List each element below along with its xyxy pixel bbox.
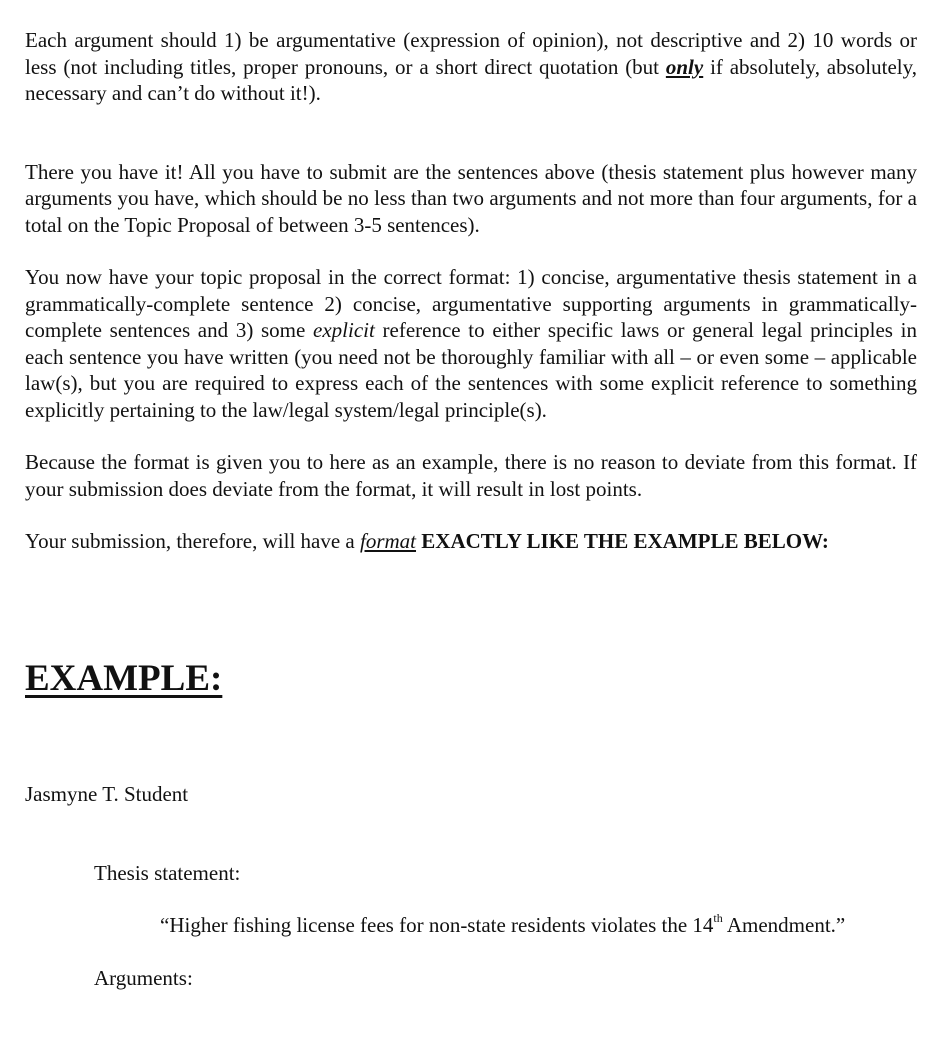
paragraph-submission-summary: There you have it! All you have to submit are the sentences above (thesis statement plus however many arguments you have, which should be no less than two arguments and not more than four arguments, for a total on the Topic Proposal of between 3-5 sentences). bbox=[25, 159, 917, 237]
student-name: Jasmyne T. Student bbox=[25, 782, 189, 806]
arguments-label: Arguments: bbox=[94, 966, 193, 990]
example-heading: EXAMPLE: bbox=[25, 658, 223, 699]
paragraph-argument-rules-text-end: if absolutely, absolutely, necessary and can’t do without it!). bbox=[25, 54, 917, 105]
thesis-quote bbox=[160, 912, 845, 939]
thesis-label: Thesis statement: bbox=[94, 861, 241, 885]
paragraph-correct-format-text-end: reference to either specific laws or general legal principles in each sentence you have written (you need not be thoroughly familiar with all – or even some – applicable law(s), but you are required to express each of the sentences with some explicit reference to something explicitly pertaining to the law/legal system/legal principle(s). bbox=[25, 318, 917, 422]
emphasis-format: format bbox=[360, 529, 417, 553]
emphasis-explicit: explicit bbox=[313, 318, 375, 342]
paragraph-format-instruction-text: Your submission, therefore, will have a bbox=[25, 529, 360, 553]
paragraph-format-instruction-bold: EXACTLY LIKE THE EXAMPLE BELOW: bbox=[416, 529, 829, 553]
thesis-quote-superscript: th bbox=[713, 911, 723, 925]
paragraph-format-instruction bbox=[25, 528, 917, 555]
document-body bbox=[25, 27, 917, 555]
paragraph-argument-rules-text: Each argument should 1) be argumentative (expression of opinion), not descriptive and 2) 10 words or less (not including titles, proper pronouns, or a short direct quotation (but bbox=[25, 28, 917, 79]
paragraph-deviation-warning: Because the format is given you to here as an example, there is no reason to deviate from this format. If your submission does deviate from the format, it will result in lost points. bbox=[25, 450, 917, 501]
paragraph-correct-format bbox=[25, 264, 917, 423]
thesis-quote-text: “Higher fishing license fees for non-state residents violates the 14 bbox=[160, 913, 714, 937]
paragraph-correct-format-text: You now have your topic proposal in the correct format: 1) concise, argumentative thesis statement in a grammatically-complete sentence 2) concise, argumentative supporting arguments in grammatically-complete sentences and 3) some bbox=[25, 265, 917, 342]
paragraph-argument-rules bbox=[25, 27, 917, 107]
emphasis-only: only bbox=[665, 54, 704, 79]
thesis-quote-text-end: Amendment.” bbox=[722, 913, 846, 937]
